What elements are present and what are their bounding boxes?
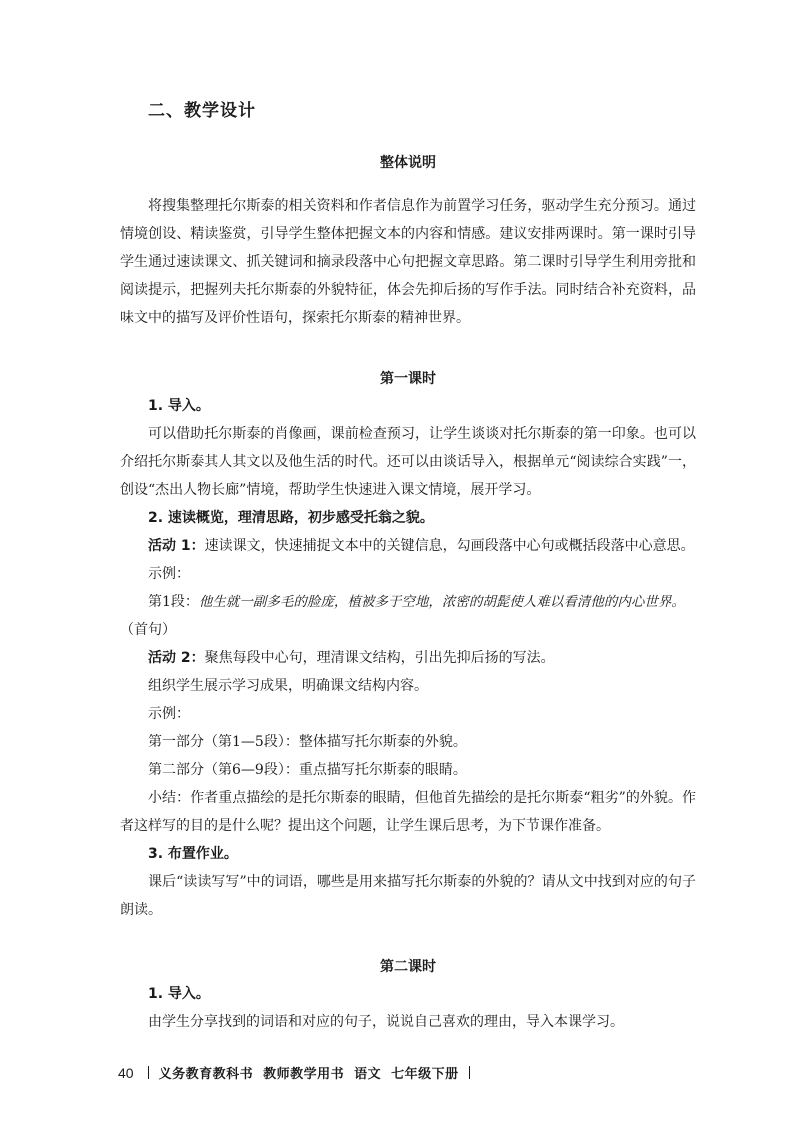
footer-subject: 语文 (354, 1067, 382, 1082)
lesson2-title: 第二课时 (380, 959, 436, 975)
lesson1-step3-title: 3. 布置作业。 (148, 846, 238, 862)
lesson1-title: 第一课时 (380, 371, 436, 387)
document-body (120, 150, 696, 1036)
summary-text: 小结：作者重点描绘的是托尔斯泰的眼睛，但他首先描绘的是托尔斯泰“粗劣”的外貌。作者这样写的目的是什么呢？提出这个问题，让学生课后思考，为下节课作准备。 (120, 790, 696, 834)
activity2-label: 活动 2： (148, 650, 205, 666)
example-label-2: 示例： (148, 706, 190, 722)
activity2-text: 聚焦每段中心句，理清课文结构，引出先抑后扬的写法。 (204, 650, 555, 666)
example1-prefix: 第1段： (148, 594, 199, 610)
activity2 (120, 644, 696, 672)
lesson1-step2-title: 2. 速读概览，理清思路，初步感受托翁之貌。 (148, 510, 434, 526)
page-number: 40 (118, 1064, 134, 1081)
lesson1-step1-body: 可以借助托尔斯泰的肖像画，课前检查预习，让学生谈谈对托尔斯泰的第一印象。也可以介绍托尔斯泰其人其文以及他生活的时代。还可以由谈话导入，根据单元“阅读综合实践”一，创设“杰出人物长廊”情境，帮助学生快速进入课文情境，展开学习。 (120, 426, 696, 498)
example1-note: （首句） (120, 622, 176, 638)
footer-divider (148, 1066, 149, 1079)
lesson2-step1-title: 1. 导入。 (148, 986, 210, 1002)
page-footer (118, 1063, 470, 1082)
footer-book-series: 义务教育教科书 (158, 1067, 254, 1082)
section-heading: 二、教学设计 (148, 101, 256, 121)
lesson1-step3-body: 课后“读读写写”中的词语，哪些是用来描写托尔斯泰的外貌的？请从文中找到对应的句子朗读。 (120, 874, 696, 918)
example1-quote: 他生就一副多毛的脸庞，植被多于空地，浓密的胡髭使人难以看清他的内心世界。 (198, 594, 685, 610)
organize-text: 组织学生展示学习成果，明确课文结构内容。 (148, 678, 428, 694)
overall-title: 整体说明 (380, 155, 436, 171)
activity1-text: 速读课文，快速捕捉文本中的关键信息，勾画段落中心句或概括段落中心意思。 (204, 538, 695, 554)
activity1 (120, 532, 696, 560)
lesson1-step1-title: 1. 导入。 (148, 398, 210, 414)
overall-body: 将搜集整理托尔斯泰的相关资料和作者信息作为前置学习任务，驱动学生充分预习。通过情境创设、精读鉴赏，引导学生整体把握文本的内容和情感。建议安排两课时。第一课时引导学生通过速读课文、抓关键词和摘录段落中心句把握文章思路。第二课时引导学生利用旁批和阅读提示，把握列夫托尔斯泰的外貌特征，体会先抑后扬的写作手法。同时结合补充资料，品味文中的描写及评价性语句，探索托尔斯泰的精神世界。 (120, 198, 696, 326)
footer-grade: 七年级下册 (391, 1067, 459, 1082)
example-label-1: 示例： (148, 566, 190, 582)
example1 (120, 588, 696, 616)
activity1-label: 活动 1： (148, 538, 205, 554)
part1-text: 第一部分（第1—5段）：整体描写托尔斯泰的外貌。 (148, 734, 467, 750)
footer-book-type: 教师教学用书 (263, 1067, 345, 1082)
footer-divider-end (469, 1066, 470, 1079)
lesson2-step1-body: 由学生分享找到的词语和对应的句子，说说自己喜欢的理由，导入本课学习。 (148, 1014, 624, 1030)
part2-text: 第二部分（第6—9段）：重点描写托尔斯泰的眼睛。 (148, 762, 467, 778)
